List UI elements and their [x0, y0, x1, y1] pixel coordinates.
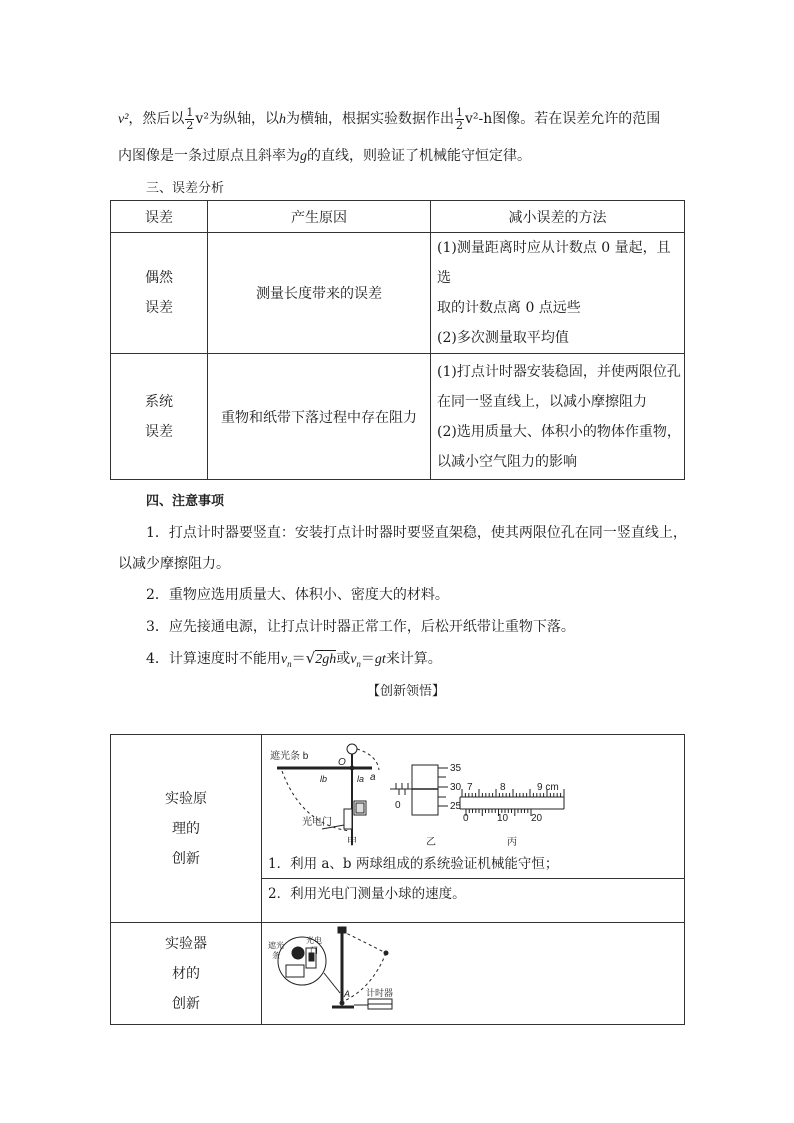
caliper-bot-10: 10: [497, 813, 509, 824]
header-cause: 产生原因: [208, 201, 431, 233]
equip-timer-label: 计时器: [366, 988, 394, 998]
micro-tick-25: 25: [450, 801, 462, 812]
fraction-half-2: $\frac{1}{2}$: [455, 105, 463, 132]
caliper-top-8: 8: [500, 782, 506, 793]
note-3: 3．应先接通电源，让打点计时器正常工作，后松开纸带让重物下落。: [146, 619, 575, 635]
intro-text-4: v²-h图像。若在误差允许的范围: [464, 111, 661, 127]
caliper-figure: [460, 789, 564, 816]
row1-point-2: 2．利用光电门测量小球的速度。: [268, 886, 466, 902]
shade-label: 遮光条 b: [270, 751, 309, 762]
fig-jia-label: 甲: [347, 837, 357, 848]
var-g: g: [300, 149, 307, 164]
equip-a-label: A: [344, 989, 351, 999]
table-row: [111, 233, 685, 354]
row-method-random: (1)测量距离时应从计数点 0 量起，且选 取的计数点离 0 点远些 (2)多次测量取平均值: [431, 233, 685, 354]
fig-bing-label: 丙: [507, 837, 517, 848]
header-method: 减小误差的方法: [431, 201, 685, 233]
micro-tick-35: 35: [450, 763, 462, 774]
innovation-title: 【创新领悟】: [367, 684, 446, 699]
note-1b: 以减少摩擦阻力。: [118, 556, 230, 572]
row-cause-random: 测量长度带来的误差: [208, 233, 431, 354]
lb-label: lb: [320, 774, 328, 784]
innovation-table: [110, 734, 685, 1025]
equip-shade-1: 遮光: [268, 941, 284, 950]
intro-text-3: 为横轴，根据实验数据作出: [285, 111, 454, 127]
fraction-half: $\frac{1}{2}$: [186, 105, 194, 132]
error-table-header: [111, 201, 685, 233]
v-squared: v²: [118, 112, 129, 127]
row1-label: 实验原 理的 创新: [111, 735, 262, 923]
intro-line-2: 内图像是一条过原点且斜率为g的直线，则验证了机械能守恒定律。: [118, 148, 531, 164]
equip-gate-2: 门: [310, 946, 318, 955]
table-row: [111, 354, 685, 480]
sqrt-sign: √: [305, 649, 316, 667]
row1-point-1: 1．利用 a、b 两球组成的系统验证机械能守恒；: [268, 856, 559, 872]
row1-content: [262, 735, 685, 923]
row2-content: [262, 923, 685, 1025]
var-h: h: [278, 112, 286, 127]
caliper-bot-20: 20: [531, 813, 543, 824]
row-type-random: 偶然 误差: [111, 233, 208, 354]
error-table: [110, 200, 685, 480]
principle-figure: [262, 735, 684, 850]
table-row: [111, 735, 685, 923]
la-label: la: [357, 774, 365, 784]
fig-yi-label: 乙: [426, 837, 436, 848]
ball-a-label: a: [370, 772, 376, 783]
caliper-bot-0: 0: [463, 813, 469, 824]
equipment-figure: [262, 923, 422, 1023]
equip-shade-2: 条: [272, 951, 280, 960]
intro-line-1: [118, 106, 660, 133]
caliper-top-7: 7: [467, 782, 473, 793]
micro-tick-30: 30: [450, 782, 462, 793]
row-type-system: 系统 误差: [111, 354, 208, 480]
header-type: 误差: [111, 201, 208, 233]
caliper-top-9: 9 cm: [537, 782, 559, 793]
note-2: 2．重物应选用质量大、体积小、密度大的材料。: [146, 587, 449, 603]
section4-title: 四、注意事项: [146, 494, 225, 509]
note-1a: 1．打点计时器要竖直：安装打点计时器时要竖直架稳，使其两限位孔在同一竖直线上，: [146, 525, 687, 541]
intro-text-2: v²为纵轴，以: [195, 111, 279, 127]
row-method-system: (1)打点计时器安装稳固，并使两限位孔 在同一竖直线上，以减小摩擦阻力 (2)选用质量大、体积小的物体作重物， 以减小空气阻力的影响: [431, 354, 685, 480]
row2-label: 实验器 材的 创新: [111, 923, 262, 1025]
table-row: [111, 923, 685, 1025]
note-4: 4．计算速度时不能用$v_n=√2gh$或$v_n=gt$来计算。: [146, 649, 442, 669]
pivot-o-label: O: [338, 757, 346, 768]
gate-label: 光电门: [302, 817, 332, 828]
row-cause-system: 重物和纸带下落过程中存在阻力: [208, 354, 431, 480]
micro-zero: 0: [395, 800, 401, 811]
intro-text-1: ，然后以: [128, 111, 185, 127]
section3-title: 三、误差分析: [146, 181, 225, 196]
equip-gate-1: 光电: [306, 936, 322, 945]
